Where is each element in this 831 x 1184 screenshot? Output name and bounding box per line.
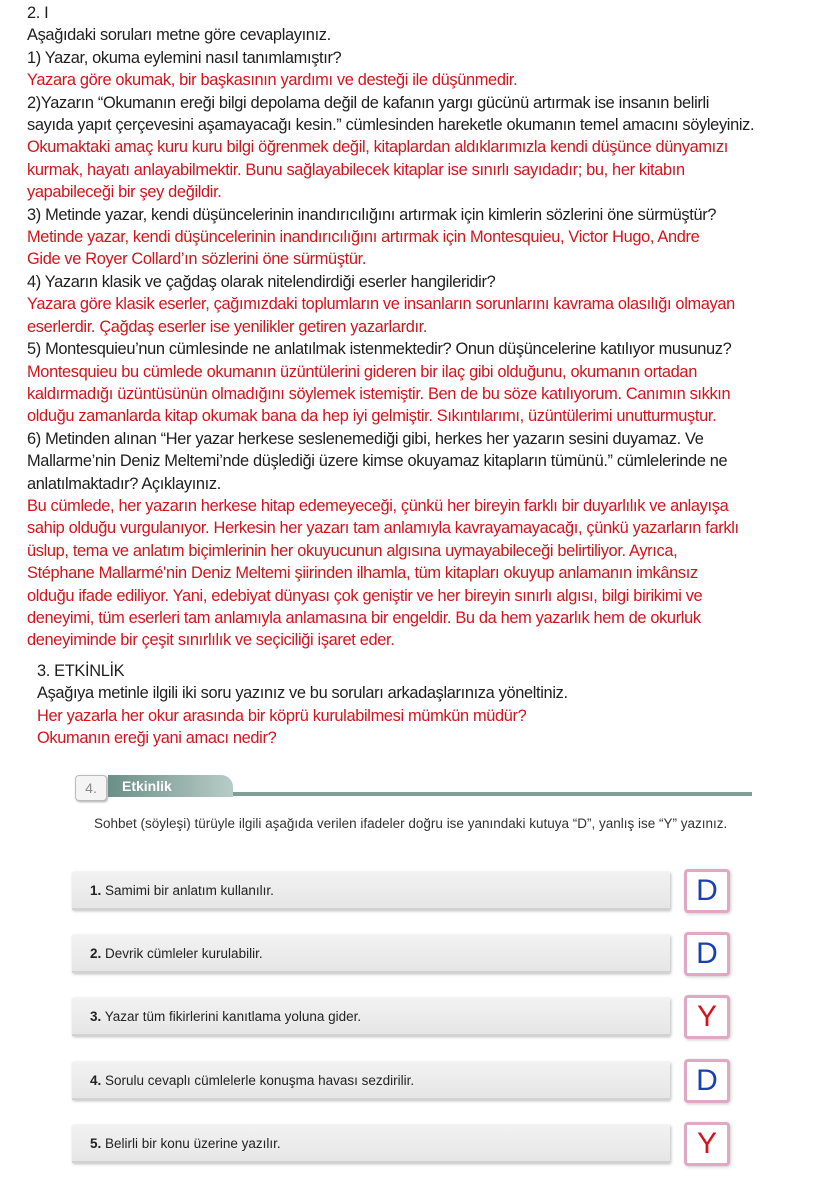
section2-answer-line: olduğu zamanlarda kitap okumak bana da hep iyi gelmiştir. Sıkıntılarımı, üzüntülerimi unutturmuştur. <box>27 407 717 426</box>
section3-question-line: 3. ETKİNLİK <box>37 662 125 680</box>
statement-text: Belirli bir konu üzerine yazılır. <box>105 1136 281 1151</box>
section2-answer-line: Gide ve Royer Collard’ın sözlerini öne sürmüştür. <box>27 250 367 269</box>
statement-row <box>72 1062 670 1100</box>
activity-number: 4. <box>75 775 107 801</box>
activity-instruction: Sohbet (söyleşi) türüyle ilgili aşağıda verilen ifadeler doğru ise yanındaki kutuya “D”, yanlış ise “Y” yazınız. <box>94 816 728 831</box>
section2-question-line: sayıda yapıt çerçevesini aşamayacağı kesin.” cümlesinden hareketle okumanın temel amacını söyleyiniz. <box>27 116 755 135</box>
section2-answer-line: deneyiminde bir çeşit sınırlılık ve seçiciliği işaret eder. <box>27 631 395 650</box>
statement-number: 3. <box>90 1009 102 1024</box>
section2-answer-line: Montesquieu bu cümlede okumanın üzüntülerini gideren bir ilaç gibi olduğunu, okumanın ortadan <box>27 362 697 381</box>
statement-number: 4. <box>90 1073 102 1088</box>
answer-box[interactable]: D <box>684 1059 730 1103</box>
section2-answer-line: Yazara göre klasik eserler, çağımızdaki toplumların ve insanların sorunlarını kavrama olasılığı olmayan <box>27 295 735 314</box>
statement-text: Samimi bir anlatım kullanılır. <box>105 883 274 898</box>
section2-question-line: 2. I <box>27 4 49 22</box>
section2-question-line: Mallarme’nin Deniz Meltemi’nde düşlediği üzere kimse okuyamaz kitapların tümünü.” cümlelerinde ne <box>27 452 728 471</box>
section2-question-line: 2)Yazarın “Okumanın ereği bilgi depolama değil de kafanın yargı gücünü artırmak ise insanın belirli <box>27 93 710 112</box>
section2-question-line: 4) Yazarın klasik ve çağdaş olarak nitelendirdiği eserler hangileridir? <box>27 272 496 291</box>
activity-title: Etkinlik <box>108 775 233 797</box>
section2-answer-line: Stéphane Mallarmé'nin Deniz Meltemi şiirinden ilhamla, tüm kitapları okuyup anlamanın imkânsız <box>27 564 698 583</box>
section2-answer-line: kaldırmadığı üzüntüsünün olmadığını söylemek istemiştir. Ben de bu söze katılıyorum. Canımın sıkkın <box>27 384 731 403</box>
section3-answer-line: Her yazarla her okur arasında bir köprü kurulabilmesi mümkün müdür? <box>37 706 527 725</box>
section2-answer-line: Metinde yazar, kendi düşüncelerinin inandırıcılığını artırmak için Montesquieu, Victor Hugo, Andre <box>27 228 700 247</box>
section2-question-line: 5) Montesquieu’nun cümlesinde ne anlatılmak istenmektedir? Onun düşüncelerine katılıyor musunuz? <box>27 340 732 359</box>
statement-row <box>72 998 670 1036</box>
section2-answer-line: eserlerdir. Çağdaş eserler ise yenilikler getiren yazarlardır. <box>27 317 428 336</box>
answer-box[interactable]: D <box>684 932 730 976</box>
activity-header <box>72 772 752 802</box>
statement-text: Devrik cümleler kurulabilir. <box>105 946 263 961</box>
section2-answer-line: olduğu ifade ediliyor. Yani, edebiyat dünyası çok geniştir ve her bireyin sınırlı algısı, bilgi birikimi ve <box>27 586 703 605</box>
statement-text: Yazar tüm fikirlerini kanıtlama yoluna gider. <box>104 1009 362 1024</box>
section3-answer-line: Okumanın ereği yani amacı nedir? <box>37 729 277 748</box>
section-3-activity <box>37 660 568 750</box>
section2-answer-line: Bu cümlede, her yazarın herkese hitap edemeyeceği, çünkü her bireyin farklı bir duyarlılık ve anlayışa <box>27 496 729 515</box>
statement-text: Sorulu cevaplı cümlelerle konuşma havası sezdirilir. <box>105 1073 415 1088</box>
statement-row <box>72 935 670 973</box>
answer-box[interactable]: Y <box>684 995 730 1039</box>
section2-question-line: 6) Metinden alınan “Her yazar herkese seslenemediği gibi, herkes her yazarın sesini duyamaz. Ve <box>27 429 704 448</box>
section2-answer-line: Okumaktaki amaç kuru kuru bilgi öğrenmek değil, kitaplardan aldıklarımızla kendi düşünce dünyamızı <box>27 138 728 157</box>
section2-answer-line: üslup, tema ve anlatım biçimlerinin her okuyucunun algısına uymayabileceği belirtiliyor. Ayrıca, <box>27 541 678 560</box>
section2-answer-line: yapabileceği bir şey değildir. <box>27 183 222 202</box>
section2-answer-line: sahip olduğu vurgulanıyor. Herkesin her yazarı tam anlamıyla kavrayamayacağı, çünkü yazarların farklı <box>27 519 739 538</box>
statement-number: 1. <box>90 883 102 898</box>
statement-row <box>72 872 670 910</box>
section2-answer-line: kurmak, hayatı anlayabilmektir. Bunu sağlayabilecek kitaplar ise sınırlı sayıdadır; bu, her kitabın <box>27 160 685 179</box>
section2-question-line: 1) Yazar, okuma eylemini nasıl tanımlamıştır? <box>27 48 342 67</box>
section-2-questions <box>27 2 827 652</box>
section2-question-line: 3) Metinde yazar, kendi düşüncelerinin inandırıcılığını artırmak için kimlerin sözlerini öne sürmüştür? <box>27 205 717 224</box>
answer-box[interactable]: Y <box>684 1122 730 1166</box>
section2-answer-line: deneyimi, tüm eserleri tam anlamıyla anlamasına bir engeldir. Bu da hem yazarlık hem de okurluk <box>27 608 701 627</box>
section2-question-line: anlatılmaktadır? Açıklayınız. <box>27 474 221 493</box>
answer-box[interactable]: D <box>684 869 730 913</box>
section2-question-line: Aşağıdaki soruları metne göre cevaplayınız. <box>27 26 331 45</box>
header-rule <box>222 792 752 796</box>
section3-question-line: Aşağıya metinle ilgili iki soru yazınız ve bu soruları arkadaşlarınıza yöneltiniz. <box>37 684 568 703</box>
statement-row <box>72 1125 670 1163</box>
section2-answer-line: Yazara göre okumak, bir başkasının yardımı ve desteği ile düşünmedir. <box>27 71 518 90</box>
activity-4 <box>72 772 752 1160</box>
statement-number: 5. <box>90 1136 102 1151</box>
statement-number: 2. <box>90 946 102 961</box>
